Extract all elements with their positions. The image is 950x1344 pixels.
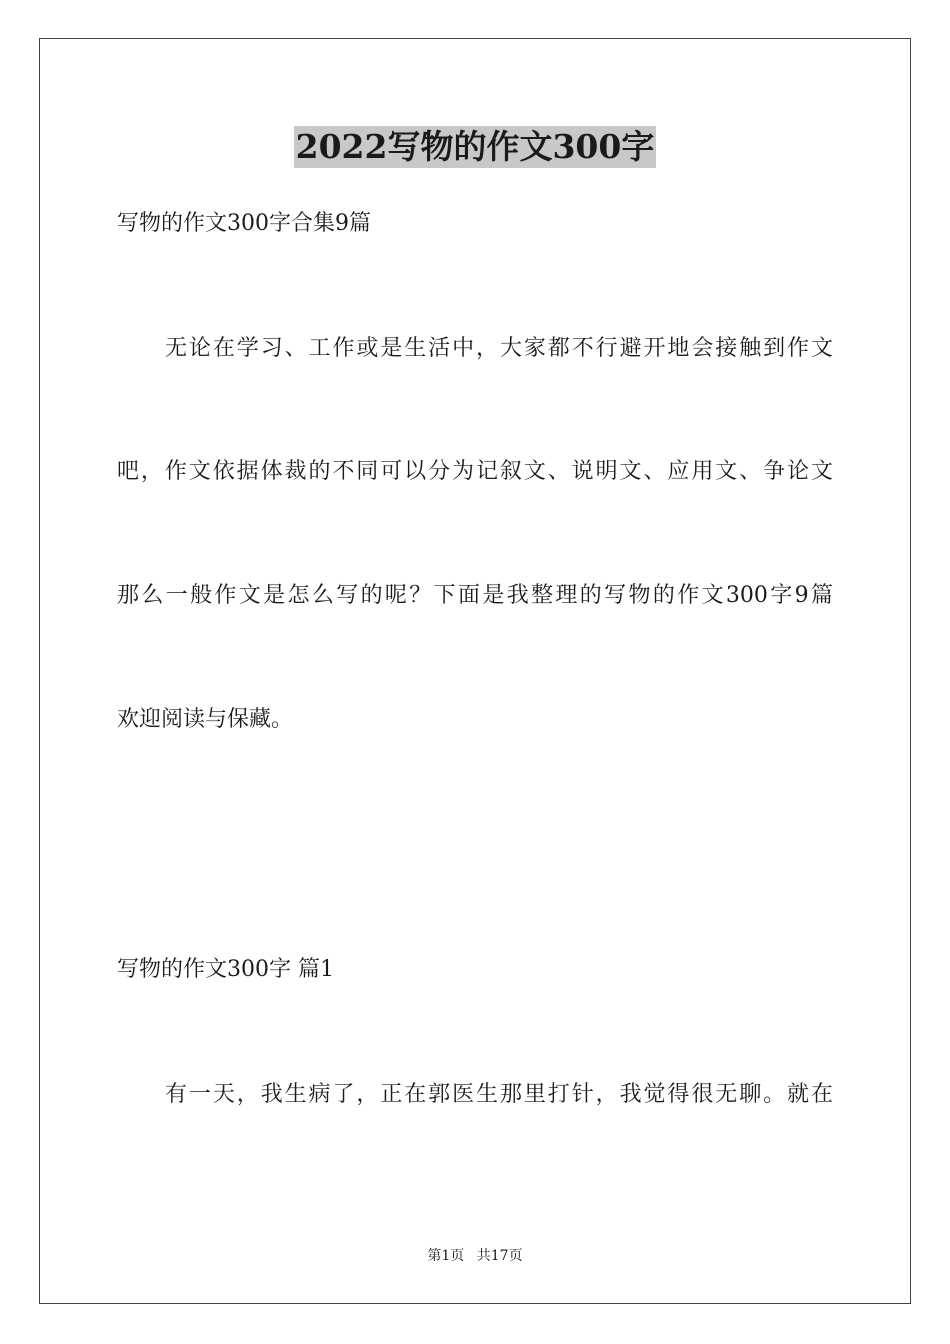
section-body-line-1: 有一天，我生病了，正在郭医生那里打针，我觉得很无聊。就在 — [165, 1082, 833, 1107]
document-title: 2022写物的作文300字 — [295, 127, 655, 166]
page-total: 共17页 — [476, 1248, 523, 1264]
page-number: 第1页 — [427, 1248, 465, 1264]
title-container — [0, 126, 950, 168]
document-subtitle: 写物的作文300字合集9篇 — [117, 211, 371, 236]
section-heading: 写物的作文300字 篇1 — [117, 957, 334, 982]
page-footer — [0, 1247, 950, 1265]
intro-line-1: 无论在学习、工作或是生活中，大家都不行避开地会接触到作文 — [165, 336, 833, 361]
intro-line-2: 吧，作文依据体裁的不同可以分为记叙文、说明文、应用文、争论文 — [117, 459, 833, 484]
intro-line-3: 那么一般作文是怎么写的呢？下面是我整理的写物的作文300字9篇 — [117, 583, 833, 608]
intro-line-4: 欢迎阅读与保藏。 — [117, 707, 294, 732]
